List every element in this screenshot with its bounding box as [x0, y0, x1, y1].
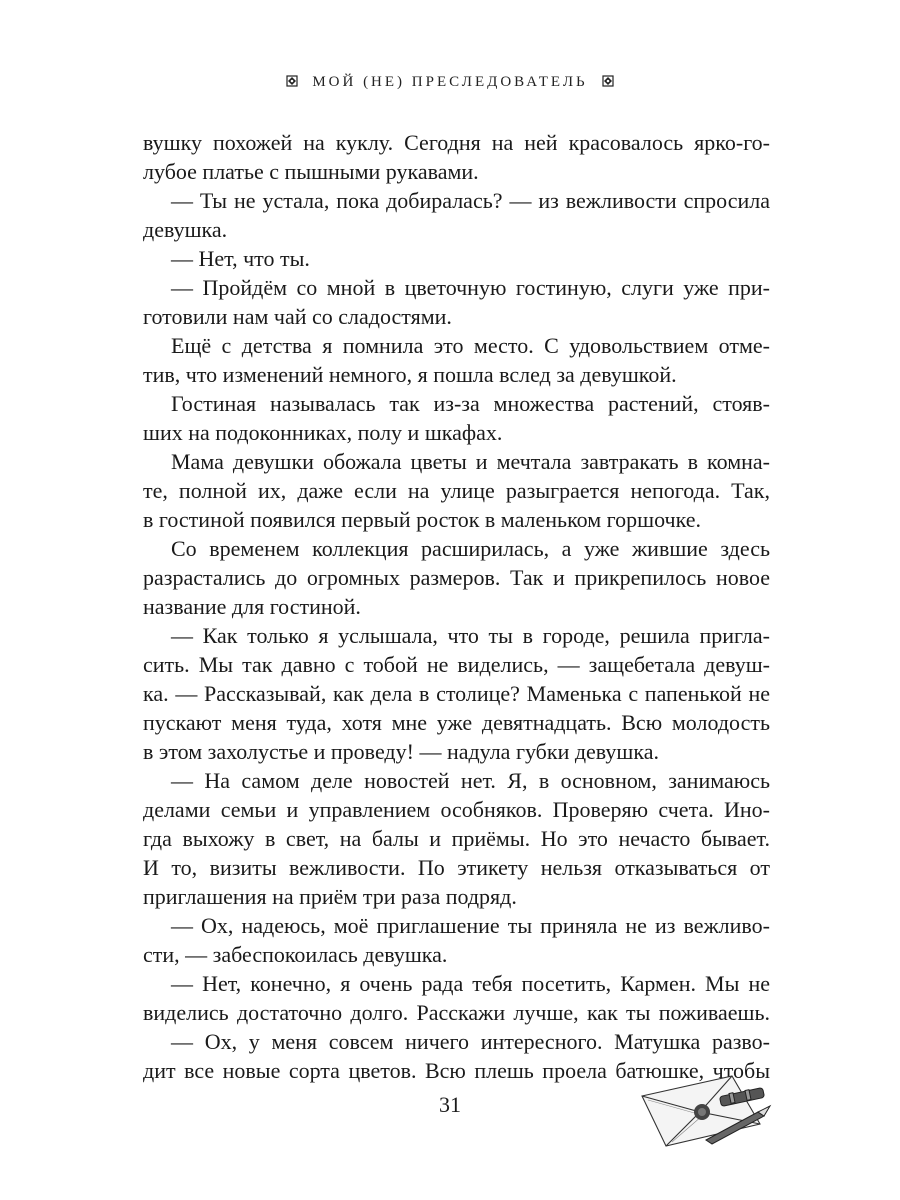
- running-header: [0, 74, 900, 91]
- text-line: гда выхожу в свет, на балы и приёмы. Но это нечасто бывает.: [143, 826, 770, 851]
- text-line: тив, что изменений немного, я пошла вслед за девушкой.: [143, 362, 677, 387]
- text-line: дит все новые сорта цветов. Всю плешь проела батюшке, чтобы: [143, 1058, 770, 1083]
- text-line: виделись достаточно долго. Расскажи лучше, как ты поживаешь.: [143, 1000, 770, 1025]
- text-line: лубое платье с пышными рукавами.: [143, 159, 479, 184]
- text-line: Со временем коллекция расширилась, а уже жившие здесь: [171, 536, 770, 561]
- text-line: — На самом деле новостей нет. Я, в основном, занимаюсь: [171, 768, 770, 793]
- text-line: пускают меня туда, хотя мне уже девятнадцать. Всю молодость: [143, 710, 770, 735]
- text-line: сить. Мы так давно с тобой не виделись, — защебетала девуш-: [143, 652, 770, 677]
- text-line: Мама девушки обожала цветы и мечтала завтракать в комна-: [171, 449, 770, 474]
- text-line: — Как только я услышала, что ты в городе, решила пригла-: [171, 623, 770, 648]
- text-line: И то, визиты вежливости. По этикету нельзя отказываться от: [143, 855, 770, 880]
- text-line: — Ох, у меня совсем ничего интересного. Матушка разво-: [171, 1029, 770, 1054]
- text-line: те, полной их, даже если на улице разыграется непогода. Так,: [143, 478, 770, 503]
- text-line: — Ох, надеюсь, моё приглашение ты приняла не из вежливо-: [171, 913, 770, 938]
- diamond-ornament-icon: [286, 75, 298, 87]
- text-line: в этом захолустье и проведу! — надула губки девушка.: [143, 739, 659, 764]
- text-line: ших на подоконниках, полу и шкафах.: [143, 420, 503, 445]
- text-line: название для гостиной.: [143, 594, 361, 619]
- text-line: приглашения на приём три раза подряд.: [143, 884, 517, 909]
- envelope-with-wax-seal-icon: [636, 1062, 774, 1154]
- page-number: 31: [439, 1092, 461, 1117]
- text-line: — Пройдём со мной в цветочную гостиную, слуги уже при-: [171, 275, 770, 300]
- text-line: вушку похожей на куклу. Сегодня на ней красовалось ярко-го-: [143, 130, 770, 155]
- body-text: [143, 128, 770, 1085]
- running-title: МОЙ (НЕ) ПРЕСЛЕДОВАТЕЛЬ: [312, 74, 588, 90]
- text-line: в гостиной появился первый росток в маленьком горшочке.: [143, 507, 701, 532]
- text-line: сти, — забеспокоилась девушка.: [143, 942, 448, 967]
- text-line: Ещё с детства я помнила это место. С удовольствием отме-: [171, 333, 770, 358]
- text-line: девушка.: [143, 217, 228, 242]
- text-line: делами семьи и управлением особняков. Проверяю счета. Ино-: [143, 797, 770, 822]
- text-line: готовили нам чай со сладостями.: [143, 304, 452, 329]
- text-line: разрастались до огромных размеров. Так и прикрепилось новое: [143, 565, 770, 590]
- text-line: — Нет, что ты.: [171, 246, 310, 271]
- text-line: Гостиная называлась так из-за множества растений, стояв-: [171, 391, 770, 416]
- text-line: — Нет, конечно, я очень рада тебя посетить, Кармен. Мы не: [171, 971, 770, 996]
- text-line: ка. — Рассказывай, как дела в столице? Маменька с папенькой не: [143, 681, 770, 706]
- diamond-ornament-icon: [602, 75, 614, 87]
- text-line: — Ты не устала, пока добиралась? — из вежливости спросила: [171, 188, 770, 213]
